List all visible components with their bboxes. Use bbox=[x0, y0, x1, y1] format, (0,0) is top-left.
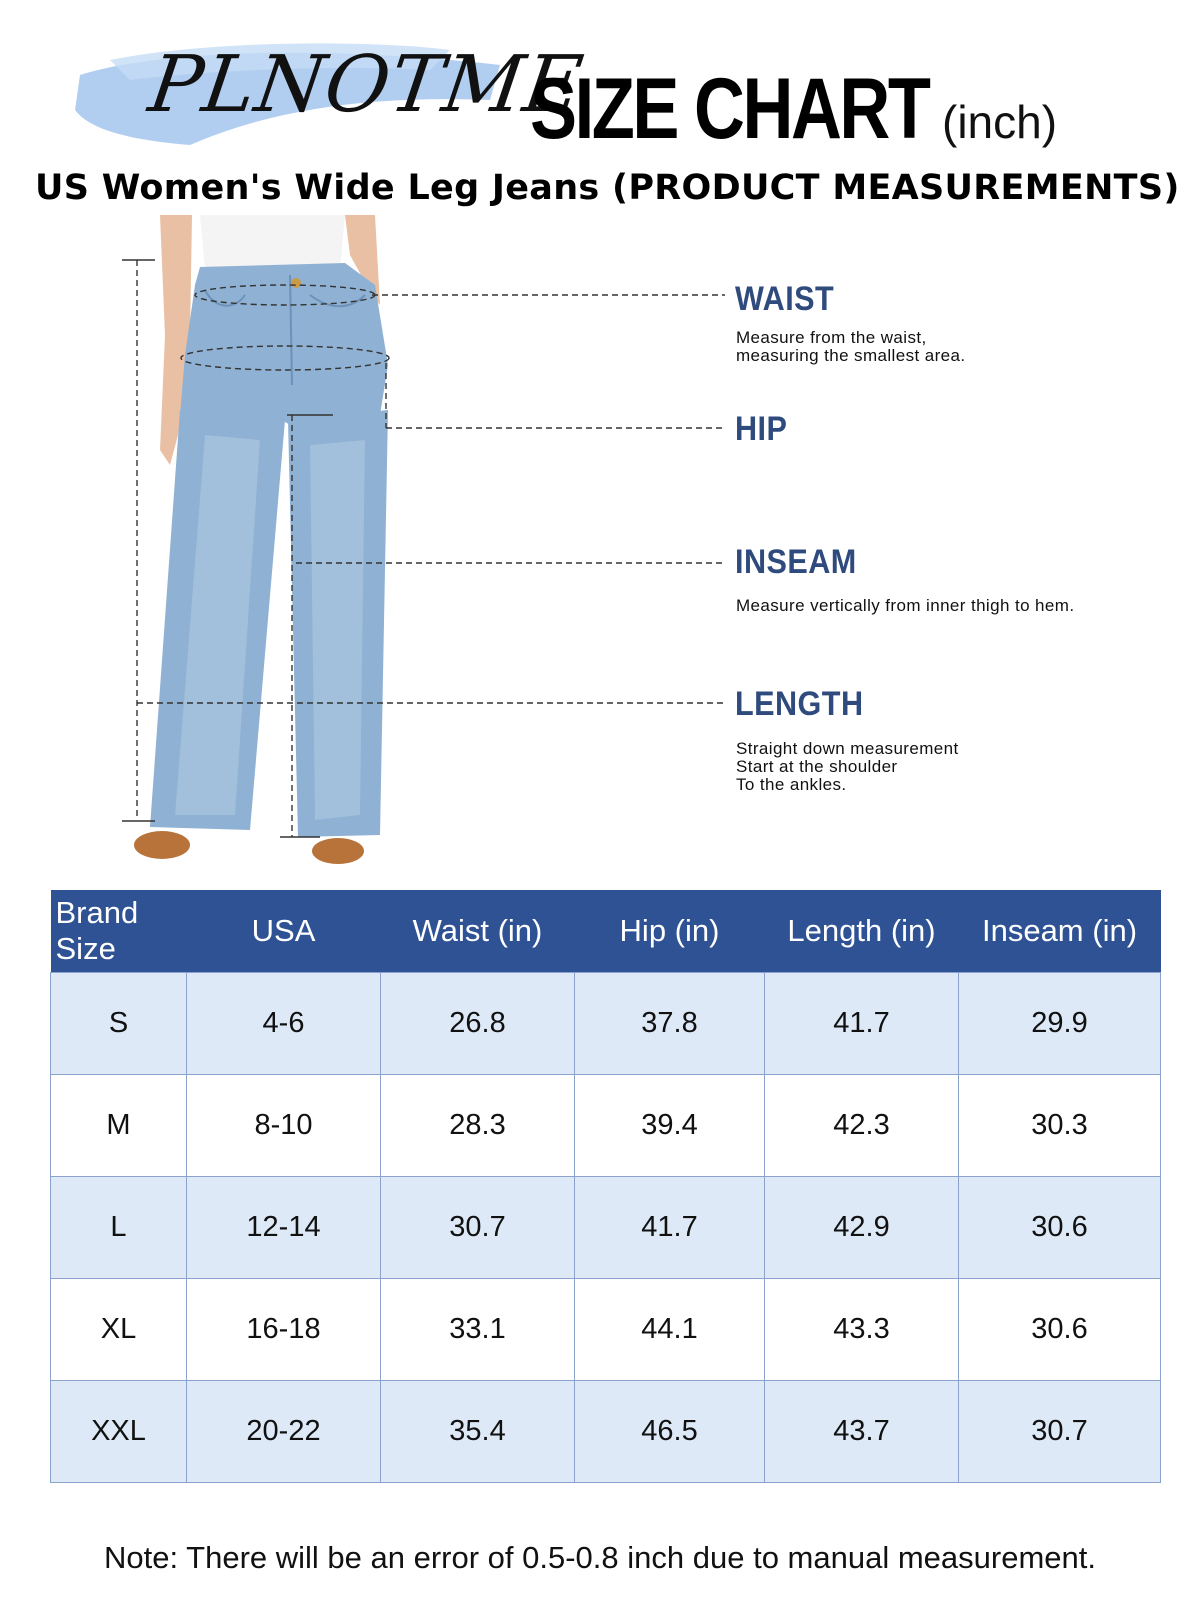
length-description: Straight down measurement Start at the shoulder To the ankles. bbox=[736, 739, 959, 794]
table-header-row bbox=[51, 890, 1161, 973]
column-header-waist: Waist (in) bbox=[381, 890, 575, 973]
table-cell: 39.4 bbox=[575, 1075, 765, 1177]
table-cell: L bbox=[51, 1177, 187, 1279]
table-cell: 28.3 bbox=[381, 1075, 575, 1177]
table-cell: M bbox=[51, 1075, 187, 1177]
table-cell: S bbox=[51, 973, 187, 1075]
jeans-illustration bbox=[0, 215, 1200, 885]
table-cell: 42.3 bbox=[765, 1075, 959, 1177]
table-row bbox=[51, 1279, 1161, 1381]
waist-title: WAIST bbox=[735, 280, 835, 318]
table-cell: 4-6 bbox=[187, 973, 381, 1075]
table-cell: 35.4 bbox=[381, 1381, 575, 1483]
table-cell: 30.7 bbox=[381, 1177, 575, 1279]
inseam-description: Measure vertically from inner thigh to hem. bbox=[736, 596, 1075, 615]
column-header-usa: USA bbox=[187, 890, 381, 973]
measurement-note: Note: There will be an error of 0.5-0.8 inch due to manual measurement. bbox=[104, 1540, 1096, 1575]
table-cell: 33.1 bbox=[381, 1279, 575, 1381]
table-cell: 30.6 bbox=[959, 1177, 1161, 1279]
inseam-title: INSEAM bbox=[735, 543, 857, 581]
page-title: SIZE CHART bbox=[530, 61, 929, 157]
page-subtitle: US Women's Wide Leg Jeans (PRODUCT MEASUREMENTS) bbox=[35, 168, 1180, 208]
table-cell: 16-18 bbox=[187, 1279, 381, 1381]
white-top bbox=[200, 215, 345, 270]
table-row bbox=[51, 973, 1161, 1075]
table-cell: 30.3 bbox=[959, 1075, 1161, 1177]
table-cell: 26.8 bbox=[381, 973, 575, 1075]
table-cell: 37.8 bbox=[575, 973, 765, 1075]
brand-logo: PLNOTME bbox=[143, 40, 589, 130]
size-table bbox=[50, 890, 1161, 1483]
table-cell: 43.3 bbox=[765, 1279, 959, 1381]
left-sandal bbox=[134, 831, 190, 859]
table-cell: 12-14 bbox=[187, 1177, 381, 1279]
table-cell: XL bbox=[51, 1279, 187, 1381]
title-unit: (inch) bbox=[942, 96, 1058, 148]
table-cell: 30.7 bbox=[959, 1381, 1161, 1483]
column-header-hip: Hip (in) bbox=[575, 890, 765, 973]
table-cell: 30.6 bbox=[959, 1279, 1161, 1381]
table-row bbox=[51, 1177, 1161, 1279]
jeans-hips bbox=[180, 263, 388, 425]
table-cell: 43.7 bbox=[765, 1381, 959, 1483]
table-row bbox=[51, 1075, 1161, 1177]
table-cell: 41.7 bbox=[765, 973, 959, 1075]
table-cell: XXL bbox=[51, 1381, 187, 1483]
table-cell: 8-10 bbox=[187, 1075, 381, 1177]
right-sandal bbox=[312, 838, 364, 864]
table-cell: 44.1 bbox=[575, 1279, 765, 1381]
column-header-inseam: Inseam (in) bbox=[959, 890, 1161, 973]
table-cell: 20-22 bbox=[187, 1381, 381, 1483]
table-cell: 29.9 bbox=[959, 973, 1161, 1075]
length-title: LENGTH bbox=[735, 685, 864, 723]
waist-description: Measure from the waist, measuring the smallest area. bbox=[736, 328, 966, 365]
column-header-length: Length (in) bbox=[765, 890, 959, 973]
table-cell: 42.9 bbox=[765, 1177, 959, 1279]
hip-title: HIP bbox=[735, 410, 788, 448]
table-cell: 41.7 bbox=[575, 1177, 765, 1279]
column-header-brand-size: Brand Size bbox=[51, 890, 187, 973]
table-row bbox=[51, 1381, 1161, 1483]
table-cell: 46.5 bbox=[575, 1381, 765, 1483]
